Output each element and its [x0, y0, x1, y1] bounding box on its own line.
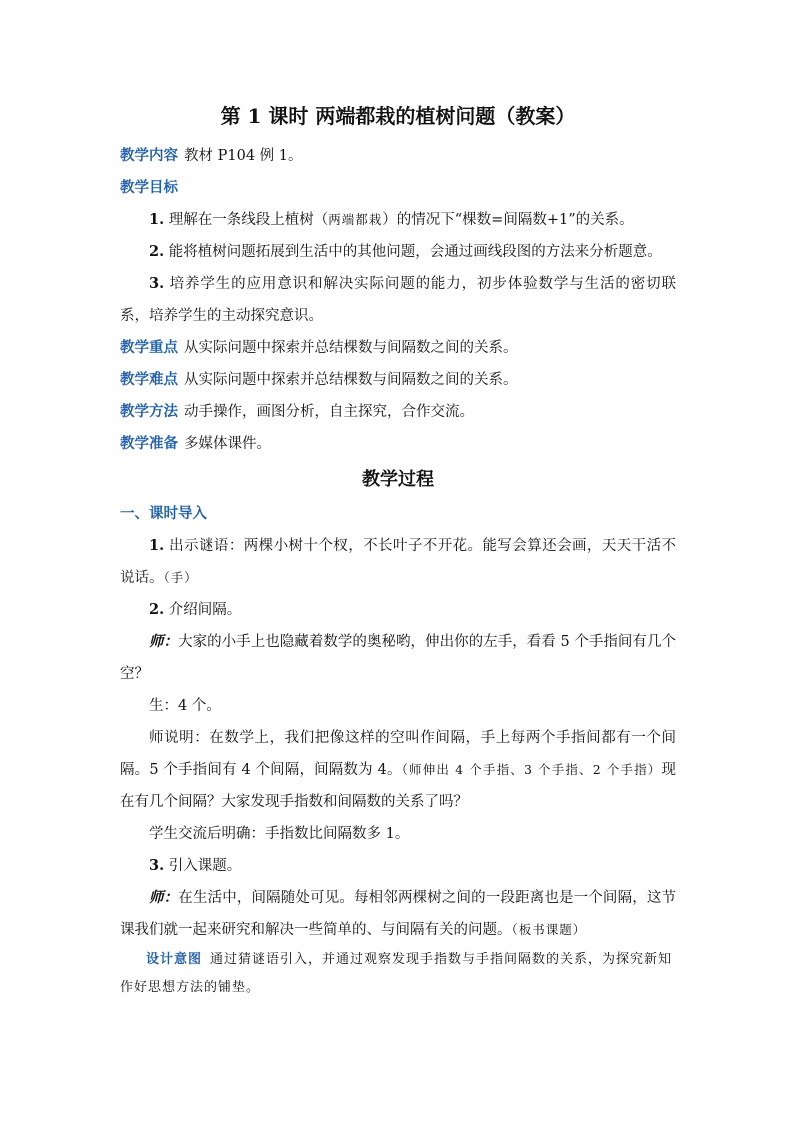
speaker-label: 师： — [149, 633, 179, 650]
lesson-plan-body — [120, 100, 676, 1002]
goal-text: 理解在一条线段上植树（ — [168, 212, 329, 228]
page-title: 第 1 课时 两端都栽的植树问题（教案） — [220, 104, 576, 128]
teacher-line-2 — [120, 882, 676, 946]
student-line: 生：4 个。 — [149, 698, 221, 714]
goal-number: 3. — [149, 275, 165, 292]
teaching-goals-heading — [120, 172, 676, 204]
teaching-method — [120, 396, 676, 428]
stage-direction: （板书课题） — [511, 922, 587, 937]
goal-item-1 — [120, 204, 676, 236]
goal-item-3 — [120, 268, 676, 332]
teacher-line-1 — [120, 626, 676, 690]
speaker-label: 师： — [149, 889, 179, 906]
teaching-goals-label: 教学目标 — [120, 179, 178, 196]
teaching-content-label: 教学内容 — [120, 147, 178, 164]
teaching-prep-label: 教学准备 — [120, 435, 178, 452]
teaching-method-label: 教学方法 — [120, 403, 178, 420]
goal-number: 1. — [149, 211, 165, 228]
teaching-prep-text: 多媒体课件。 — [184, 436, 271, 452]
goal-note: 两端都栽 — [328, 212, 383, 227]
dialogue-text: 大家的小手上也隐藏着数学的奥秘哟，伸出你的左手，看看 5 个手指间有几个空？ — [120, 634, 676, 682]
difficulty-label: 教学难点 — [120, 371, 178, 388]
step-number: 3. — [149, 857, 165, 874]
student-conclusion: 学生交流后明确：手指数比间隔数多 1。 — [149, 826, 410, 842]
goal-text: 培养学生的应用意识和解决实际问题的能力，初步体验数学与生活的密切联系，培养学生的主动探究意识。 — [120, 276, 677, 324]
goal-text: ）的情况下“棵数=间隔数+1”的关系。 — [382, 212, 634, 228]
step-text: 出示谜语：两棵小树十个杈，不长叶子不开花。能写会算还会画，天天干活不说话。 — [120, 538, 676, 586]
step-number: 1. — [149, 537, 165, 554]
process-title: 教学过程 — [362, 469, 434, 490]
goal-item-2 — [120, 236, 676, 268]
step-number: 2. — [149, 601, 165, 618]
teaching-prep — [120, 428, 676, 460]
step-text: 引入课题。 — [168, 858, 242, 874]
goal-text: 能将植树问题拓展到生活中的其他问题，会通过画线段图的方法来分析题意。 — [168, 244, 662, 260]
difficulty — [120, 364, 676, 396]
step-1 — [120, 530, 676, 594]
goal-number: 2. — [149, 243, 165, 260]
teaching-method-text: 动手操作，画图分析，自主探究，合作交流。 — [184, 404, 474, 420]
step-2 — [120, 594, 676, 626]
dialogue-text: 师说明：在数学上，我们把像这样的空叫作间隔，手上每两个手指间都有一个间隔。5 个手指间有 4 个间隔，间隔数为 4。 — [120, 730, 676, 778]
key-point-text: 从实际问题中探索并总结棵数与间隔数之间的关系。 — [184, 340, 518, 356]
teacher-explanation — [120, 722, 676, 818]
dialogue-text: 现在有几个间隔？大家发现手指数和间隔数的关系了吗？ — [120, 762, 676, 810]
teaching-content-text: 教材 P104 例 1。 — [184, 148, 303, 164]
design-intent-text: 通过猜谜语引入，并通过观察发现手指数与手指间隔数的关系，为探究新知作好思想方法的铺垫。 — [120, 952, 673, 995]
teaching-content — [120, 140, 676, 172]
stage-direction: （师伸出 4 个手指、3 个手指、2 个手指） — [401, 762, 662, 777]
design-intent-label: 设计意图 — [146, 952, 203, 967]
difficulty-text: 从实际问题中探索并总结棵数与间隔数之间的关系。 — [184, 372, 518, 388]
dialogue-text: 在生活中，间隔随处可见。每相邻两棵树之间的一段距离也是一个间隔，这节课我们就一起来研究和解决一些简单的、与间隔有关的问题。 — [120, 890, 677, 938]
key-point — [120, 332, 676, 364]
step-note: （手） — [163, 570, 198, 585]
step-text: 介绍间隔。 — [168, 602, 242, 618]
key-point-label: 教学重点 — [120, 339, 178, 356]
section-heading-intro: 一、课时导入 — [120, 505, 207, 522]
design-intent — [120, 946, 676, 1002]
step-3 — [120, 850, 676, 882]
